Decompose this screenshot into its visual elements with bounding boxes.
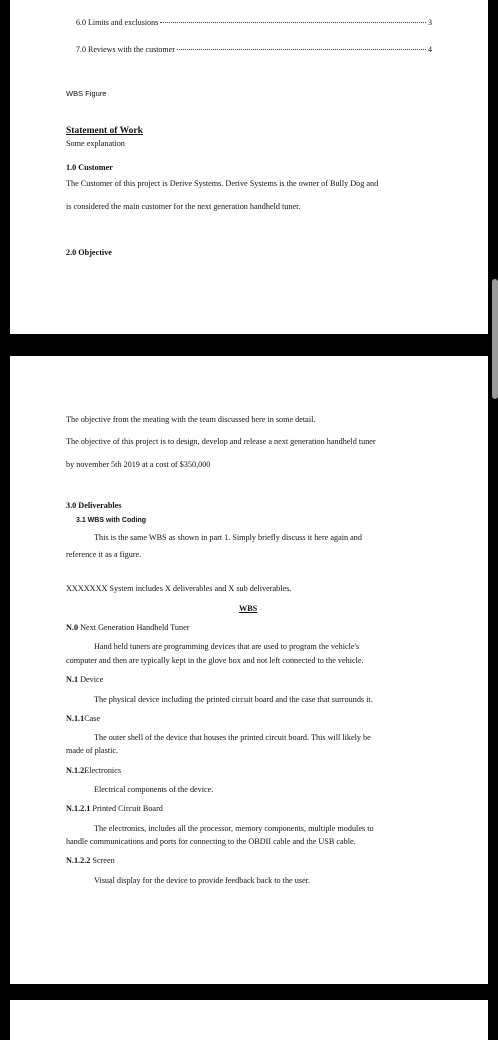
wbs-figure-caption: WBS Figure	[66, 89, 107, 98]
sow-title: Statement of Work	[66, 126, 143, 136]
wbs-n11-desc-line-2: made of plastic.	[66, 746, 119, 755]
wbs-n122-desc-line-1: Visual display for the device to provide feedback back to the user.	[94, 876, 310, 885]
wbs-n1-desc-line-1: The physical device including the printed circuit board and the case that surrounds it.	[94, 695, 373, 704]
document-page-3	[10, 1000, 488, 1040]
wbs-name: Next Generation Handheld Tuner	[78, 623, 190, 632]
wbs-item-n121	[66, 804, 163, 814]
wbs-name: Device	[78, 675, 104, 684]
wbs-code: N.1.2.1	[66, 804, 91, 813]
wbs-name: Case	[84, 714, 101, 723]
wbs-n0-desc-line-1: Hand held tuners are programming devices that are used to program the vehicle's	[94, 642, 360, 651]
wbs-code: N.1.2.2	[66, 856, 91, 865]
wbs-code: N.0	[66, 623, 79, 632]
document-page-2	[10, 356, 488, 984]
wbs-n121-desc-line-2: handle communications and ports for connecting to the OBDII cable and the USB cable.	[66, 837, 356, 846]
toc-entry-6[interactable]	[76, 18, 432, 28]
wbs-name: Electronics	[84, 766, 122, 775]
customer-heading: 1.0 Customer	[66, 163, 113, 172]
wbs-code: N.1.1	[66, 714, 85, 723]
sow-subtitle: Some explanation	[66, 139, 125, 148]
objective-text-line-2: The objective of this project is to design, develop and release a next generation handheld tuner	[66, 437, 376, 446]
deliverables-text-line-2: reference it as a figure.	[66, 550, 142, 559]
wbs-coding-subheading: 3.1 WBS with Coding	[76, 517, 146, 524]
toc-entry-6-page: 3	[428, 18, 432, 27]
customer-text-line-1: The Customer of this project is Derive Systems. Derive Systems is the owner of Bully Dog and	[66, 179, 379, 188]
wbs-n121-desc-line-1: The electronics, includes all the processor, memory components, multiple modules to	[94, 824, 374, 833]
wbs-code: N.1	[66, 675, 79, 684]
customer-text-line-2: is considered the main customer for the next generation handheld tuner.	[66, 202, 301, 211]
scrollbar-thumb[interactable]	[492, 279, 498, 399]
wbs-item-n12	[66, 766, 121, 776]
toc-entry-7-page: 4	[428, 45, 432, 54]
deliverables-summary: XXXXXXX System includes X deliverables and X sub deliverables.	[66, 584, 292, 593]
wbs-n0-desc-line-2: computer and then are typically kept in the glove box and not left connected to the vehicle.	[66, 656, 364, 665]
wbs-title: WBS	[239, 604, 258, 613]
wbs-item-n1	[66, 675, 103, 685]
objective-text-line-3: by november 5th 2019 at a cost of $350,000	[66, 460, 211, 469]
wbs-item-n11	[66, 714, 100, 724]
document-page-1	[10, 0, 488, 334]
wbs-n12-desc-line-1: Electrical components of the device.	[94, 785, 214, 794]
wbs-code: N.1.2	[66, 766, 85, 775]
wbs-item-n122	[66, 856, 115, 866]
objective-text-line-1: The objective from the meating with the team discussed here in some detail.	[66, 415, 316, 424]
wbs-n11-desc-line-1: The outer shell of the device that houses the printed circuit board. This will likely be	[94, 733, 371, 742]
deliverables-heading: 3.0 Deliverables	[66, 501, 122, 510]
objective-heading: 2.0 Objective	[66, 248, 112, 257]
wbs-name: Printed Circuit Board	[90, 804, 163, 813]
toc-entry-6-label: 6.0 Limits and exclusions	[76, 18, 159, 27]
toc-entry-7[interactable]	[76, 45, 432, 55]
wbs-item-n0	[66, 623, 189, 633]
toc-entry-7-label: 7.0 Reviews with the customer	[76, 45, 175, 54]
wbs-name: Screen	[90, 856, 115, 865]
deliverables-text-line-1: This is the same WBS as shown in part 1. Simply briefly discuss it here again and	[94, 533, 362, 542]
